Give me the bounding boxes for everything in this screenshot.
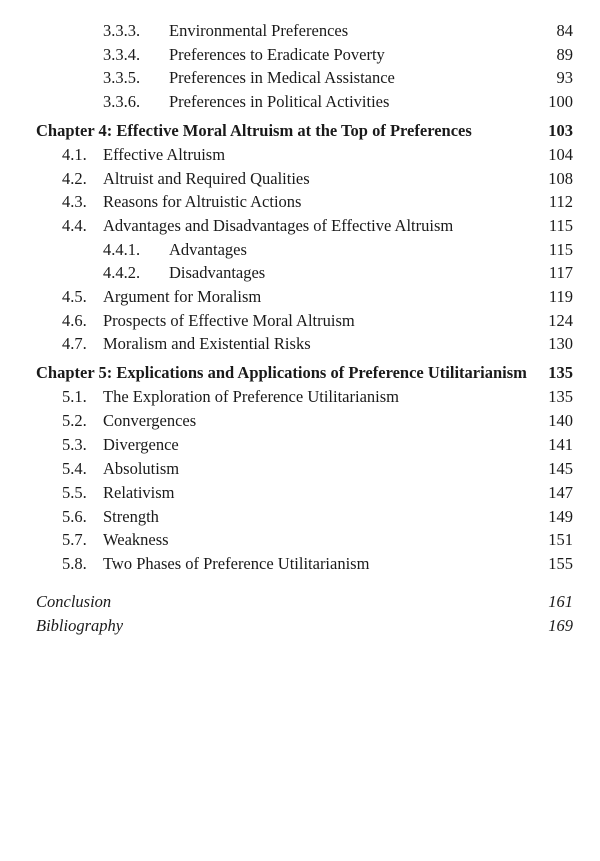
entry-title: The Exploration of Preference Utilitarianism (103, 387, 399, 406)
toc-bibliography (0, 614, 600, 638)
toc-entry-3-3-5 (0, 66, 600, 90)
entry-page-number: 100 (548, 92, 573, 111)
entry-number: 5.7. (62, 530, 87, 549)
toc-entry-5-1 (0, 385, 600, 409)
entry-page-number: 108 (548, 169, 573, 188)
entry-page-number: 169 (548, 616, 573, 635)
entry-title: Advantages and Disadvantages of Effective Altruism (103, 216, 454, 235)
entry-page-number: 104 (548, 145, 573, 164)
toc-entry-4-1 (0, 143, 600, 167)
entry-page-number: 84 (556, 21, 573, 40)
toc-entry-3-3-3 (0, 19, 600, 43)
entry-title: Disadvantages (169, 263, 266, 282)
entry-page-number: 161 (548, 592, 573, 611)
toc-chapter-5 (0, 361, 600, 385)
entry-title: Advantages (169, 240, 247, 259)
chapter-title: Chapter 5: Explications and Applications of Preference Utilitarianism (36, 363, 527, 382)
toc-entry-4-5 (0, 285, 600, 309)
entry-page-number: 147 (548, 483, 573, 502)
toc-entry-5-8 (0, 552, 600, 576)
entry-title: Moralism and Existential Risks (103, 334, 311, 353)
toc-entry-4-4-1 (0, 238, 600, 262)
entry-number: 5.2. (62, 411, 87, 430)
entry-page-number: 117 (548, 263, 573, 282)
toc-entry-5-6 (0, 505, 600, 529)
entry-page-number: 155 (548, 554, 573, 573)
entry-number: 4.1. (62, 145, 87, 164)
entry-page-number: 115 (548, 240, 573, 259)
entry-number: 3.3.3. (103, 21, 141, 40)
entry-page-number: 151 (548, 530, 573, 549)
toc-entry-4-2 (0, 167, 600, 191)
toc-entry-3-3-6 (0, 90, 600, 114)
entry-title: Effective Altruism (103, 145, 226, 164)
entry-page-number: 130 (548, 334, 573, 353)
entry-number: 5.6. (62, 507, 87, 526)
entry-page-number: 124 (548, 311, 573, 330)
entry-number: 5.4. (62, 459, 87, 478)
toc-entry-3-3-4 (0, 43, 600, 67)
entry-title: Altruist and Required Qualities (103, 169, 310, 188)
entry-title: Environmental Preferences (169, 21, 349, 40)
entry-number: 3.3.6. (103, 92, 141, 111)
entry-page-number: 119 (548, 287, 573, 306)
entry-page-number: 112 (548, 192, 573, 211)
toc-entry-5-4 (0, 457, 600, 481)
entry-title: Prospects of Effective Moral Altruism (103, 311, 355, 330)
entry-page-number: 135 (548, 387, 573, 406)
entry-number: 5.8. (62, 554, 87, 573)
toc-entry-4-7 (0, 332, 600, 356)
entry-title: Preferences in Political Activities (169, 92, 390, 111)
entry-title: Argument for Moralism (103, 287, 262, 306)
entry-title: Weakness (103, 530, 169, 549)
toc-entry-4-3 (0, 190, 600, 214)
toc-entry-5-2 (0, 409, 600, 433)
entry-number: 4.4.1. (103, 240, 141, 259)
toc-chapter-4 (0, 119, 600, 143)
toc-entry-4-4 (0, 214, 600, 238)
entry-title: Convergences (103, 411, 197, 430)
entry-page-number: 103 (548, 121, 573, 140)
entry-number: 4.3. (62, 192, 87, 211)
toc-conclusion (0, 590, 600, 614)
entry-number: 5.5. (62, 483, 87, 502)
entry-page-number: 145 (548, 459, 573, 478)
entry-number: 5.3. (62, 435, 87, 454)
entry-number: 4.2. (62, 169, 87, 188)
entry-number: 4.4. (62, 216, 87, 235)
entry-number: 4.4.2. (103, 263, 141, 282)
entry-number: 4.7. (62, 334, 87, 353)
toc-entry-4-6 (0, 309, 600, 333)
entry-page-number: 115 (548, 216, 573, 235)
toc-entry-5-5 (0, 481, 600, 505)
entry-number: 3.3.4. (103, 45, 141, 64)
chapter-title: Chapter 4: Effective Moral Altruism at the Top of Preferences (36, 121, 472, 140)
entry-number: 4.6. (62, 311, 87, 330)
entry-title: Preferences to Eradicate Poverty (169, 45, 385, 64)
entry-page-number: 149 (548, 507, 573, 526)
section-title: Conclusion (36, 592, 112, 611)
entry-title: Reasons for Altruistic Actions (103, 192, 302, 211)
entry-number: 3.3.5. (103, 68, 141, 87)
entry-title: Relativism (103, 483, 175, 502)
toc-entry-5-7 (0, 528, 600, 552)
entry-page-number: 89 (556, 45, 573, 64)
entry-title: Divergence (103, 435, 179, 454)
entry-title: Two Phases of Preference Utilitarianism (103, 554, 370, 573)
entry-number: 4.5. (62, 287, 87, 306)
entry-page-number: 140 (548, 411, 573, 430)
toc-entry-5-3 (0, 433, 600, 457)
section-title: Bibliography (36, 616, 124, 635)
entry-number: 5.1. (62, 387, 87, 406)
entry-title: Preferences in Medical Assistance (169, 68, 395, 87)
entry-page-number: 93 (556, 68, 573, 87)
entry-title: Absolutism (103, 459, 180, 478)
toc-entry-4-4-2 (0, 261, 600, 285)
entry-page-number: 141 (548, 435, 573, 454)
entry-page-number: 135 (548, 363, 573, 382)
entry-title: Strength (103, 507, 159, 526)
